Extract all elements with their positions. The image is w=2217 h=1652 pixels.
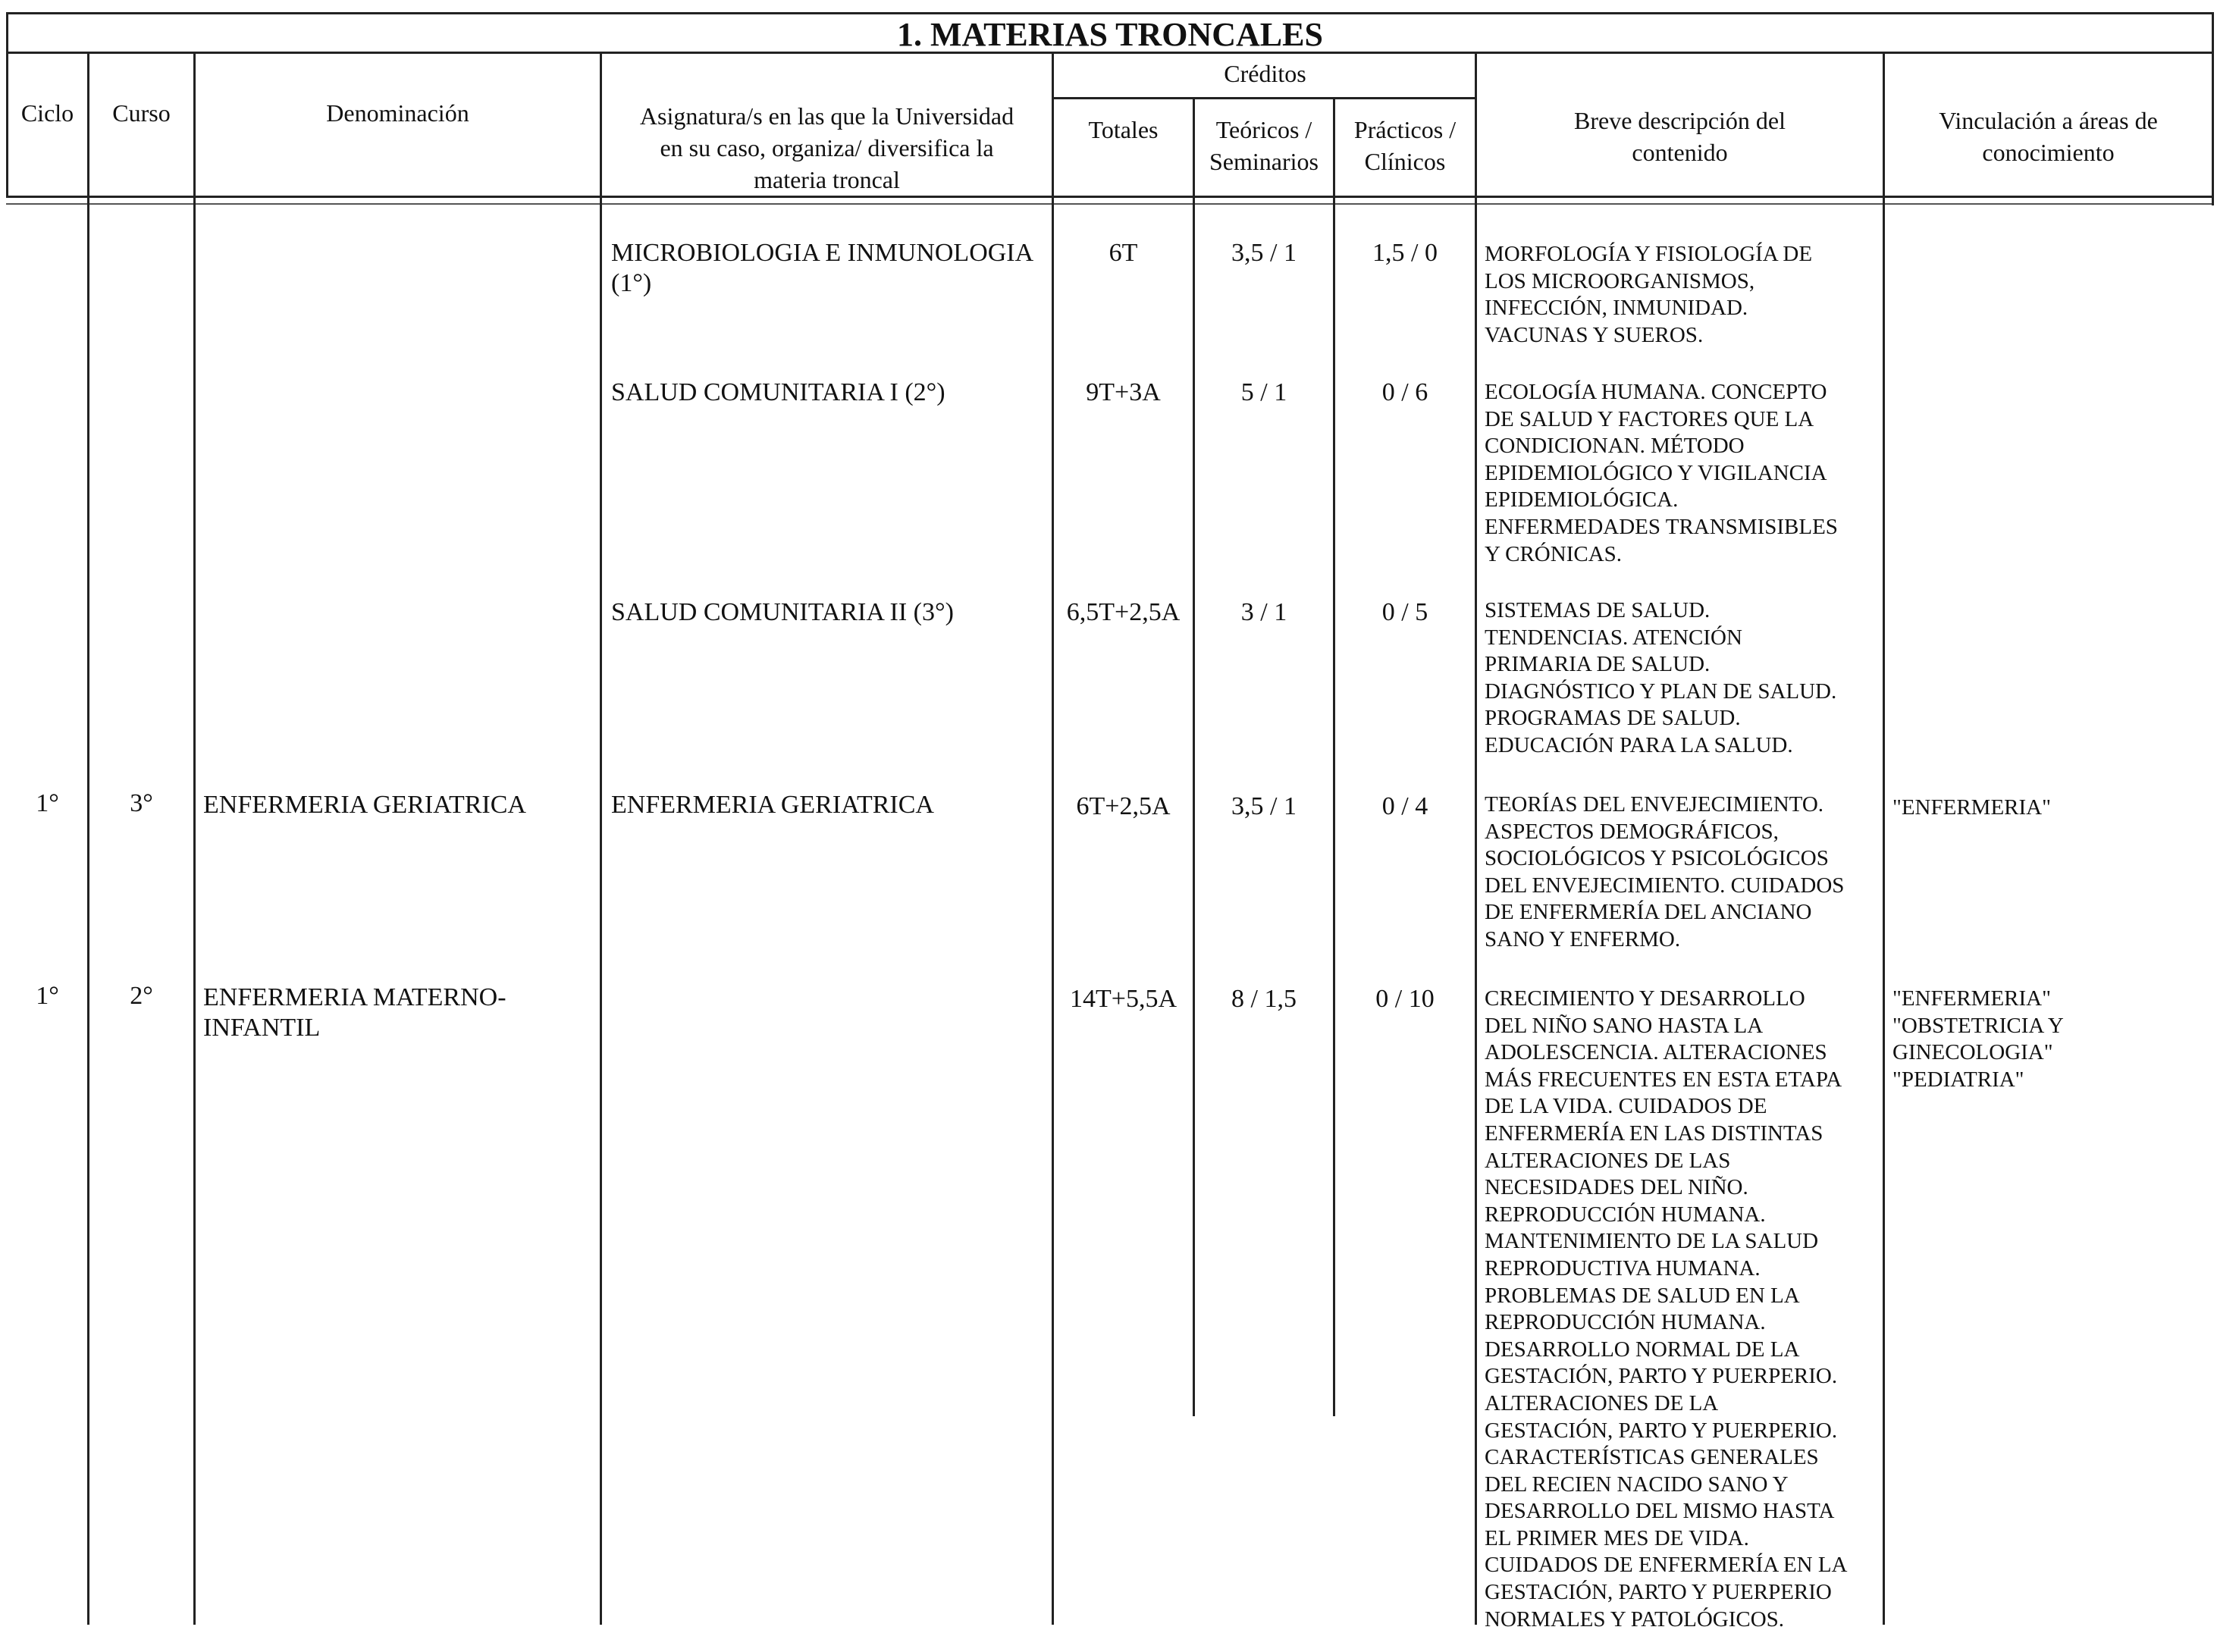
rule-teoricos-practicos [1333,97,1335,1416]
row-descripcion-line: MORFOLOGÍA Y FISIOLOGÍA DE [1485,242,1813,266]
row-asignatura-line: MICROBIOLOGIA E INMUNOLOGIA [611,239,1034,267]
row-descripcion-line: DEL RECIEN NACIDO SANO Y [1485,1472,1789,1497]
header-asignatura [602,100,1052,196]
header-practicos-line-1: Prácticos / [1353,116,1457,143]
row-descripcion-line: EL PRIMER MES DE VIDA. [1485,1525,1749,1550]
row-descripcion-line: CRECIMIENTO Y DESARROLLO [1485,986,1805,1011]
row-descripcion-line: ASPECTOS DEMOGRÁFICOS, [1485,819,1779,844]
row-descripcion-line: TENDENCIAS. ATENCIÓN [1485,625,1742,650]
row-descripcion-line: REPRODUCCIÓN HUMANA. [1485,1310,1766,1335]
row-vinculacion-line: GINECOLOGIA" [1892,1040,2053,1065]
row-descripcion-line: DEL ENVEJECIMIENTO. CUIDADOS [1485,873,1845,898]
row-descripcion-line: ALTERACIONES DE LA [1485,1390,1719,1415]
header-descripcion [1477,105,1883,168]
row-descripcion-line: EPIDEMIOLÓGICO Y VIGILANCIA [1485,460,1827,485]
row-asignatura [611,378,945,408]
row-descripcion-line: ENFERMERÍA EN LAS DISTINTAS [1485,1121,1823,1146]
table-title: 1. MATERIAS TRONCALES [897,16,1323,53]
row-descripcion-line: CUIDADOS DE ENFERMERÍA EN LA [1485,1553,1848,1578]
row-denominacion [203,790,526,820]
row-descripcion-line: CONDICIONAN. MÉTODO [1485,434,1745,459]
header-vinculacion [1885,105,2212,168]
header-creditos: Créditos [1224,60,1306,87]
row-descripcion-line: ECOLOGÍA HUMANA. CONCEPTO [1485,380,1827,404]
row-vinculacion-line: "OBSTETRICIA Y [1892,1013,2064,1038]
row-asignatura-line: SALUD COMUNITARIA I (2°) [611,378,945,406]
header-asignatura-line-1: Asignatura/s en las que la Universidad [639,102,1014,130]
row-totales: 9T+3A [1086,378,1161,406]
header-asignatura-line-3: materia troncal [754,166,900,193]
row-descripcion-line: DE SALUD Y FACTORES QUE LA [1485,406,1814,431]
row-vinculacion [1892,795,2051,822]
row-descripcion-line: ENFERMEDADES TRANSMISIBLES [1485,514,1838,539]
row-asignatura [611,597,954,628]
row-asignatura [611,790,934,820]
rule-denominacion-asignatura [600,52,602,1625]
row-practicos: 0 / 4 [1381,792,1428,820]
row-descripcion-line: EPIDEMIOLÓGICA. [1485,487,1679,513]
row-asignatura [611,238,1033,299]
row-denominacion-line: ENFERMERIA GERIATRICA [203,791,526,819]
row-denominacion-line: INFANTIL [203,1014,321,1042]
row-curso: 3° [130,789,153,817]
row-ciclo: 1° [36,982,59,1010]
row-descripcion-line: GESTACIÓN, PARTO Y PUERPERIO. [1485,1364,1838,1389]
row-totales: 6T [1108,239,1138,267]
row-asignatura-line: SALUD COMUNITARIA II (3°) [611,598,954,626]
row-descripcion-line: DESARROLLO NORMAL DE LA [1485,1337,1800,1362]
row-descripcion-line: REPRODUCTIVA HUMANA. [1485,1255,1761,1281]
row-descripcion [1485,792,1844,954]
row-descripcion-line: NORMALES Y PATOLÓGICOS. [1485,1607,1785,1632]
header-denominacion: Denominación [326,99,469,127]
row-totales: 6,5T+2,5A [1066,598,1181,626]
header-teoricos-line-1: Teóricos / [1215,116,1312,143]
header-vinculacion-line-2: conocimiento [1982,139,2115,166]
row-descripcion-line: PRIMARIA DE SALUD. [1485,652,1711,677]
row-descripcion-line: ADOLESCENCIA. ALTERACIONES [1485,1040,1827,1065]
header-descripcion-line-1: Breve descripción del [1574,107,1786,134]
header-curso: Curso [112,99,171,127]
header-vinculacion-line-1: Vinculación a áreas de [1939,107,2158,134]
header-teoricos [1195,114,1333,177]
row-descripcion-line: VACUNAS Y SUEROS. [1485,322,1704,347]
row-descripcion [1485,241,1812,349]
row-descripcion-line: GESTACIÓN, PARTO Y PUERPERIO [1485,1580,1832,1605]
row-descripcion-line: LOS MICROORGANISMOS, [1485,268,1755,293]
row-descripcion-line: Y CRÓNICAS. [1485,541,1623,566]
row-descripcion-line: DEL NIÑO SANO HASTA LA [1485,1013,1764,1038]
header-totales: Totales [1088,116,1159,143]
row-vinculacion [1892,986,2064,1093]
rule-curso-denominacion [193,52,196,1625]
row-teoricos: 3,5 / 1 [1231,792,1297,820]
header-practicos-line-2: Clínicos [1364,148,1446,175]
header-ciclo: Ciclo [20,99,74,127]
row-descripcion [1485,379,1838,568]
header-practicos [1335,114,1475,177]
row-descripcion-line: SOCIOLÓGICOS Y PSICOLÓGICOS [1485,846,1829,871]
row-practicos: 0 / 5 [1381,598,1428,626]
row-practicos: 0 / 10 [1375,985,1435,1013]
row-asignatura-line: ENFERMERIA GERIATRICA [611,791,934,819]
header-descripcion-line-2: contenido [1632,139,1728,166]
header-teoricos-line-2: Seminarios [1209,148,1319,175]
row-descripcion-line: CARACTERÍSTICAS GENERALES [1485,1445,1819,1470]
row-descripcion-line: SANO Y ENFERMO. [1485,926,1681,951]
row-denominacion-line: ENFERMERIA MATERNO- [203,983,506,1011]
row-descripcion-line: PROBLEMAS DE SALUD EN LA [1485,1283,1800,1308]
row-vinculacion-line: "ENFERMERIA" [1892,795,2051,820]
rule-top [6,12,2214,14]
row-descripcion-line: REPRODUCCIÓN HUMANA. [1485,1202,1766,1227]
rule-ciclo-curso [87,52,89,1625]
row-teoricos: 3 / 1 [1240,598,1287,626]
rule-asignatura-totales [1052,52,1054,1625]
rule-creditos-bottom [1052,97,1476,99]
rule-descripcion-vinculacion [1883,52,1885,1625]
row-descripcion-line: SISTEMAS DE SALUD. [1485,598,1711,622]
row-denominacion [203,983,506,1043]
row-curso: 2° [130,982,153,1010]
row-descripcion [1485,986,1848,1633]
rule-totales-teoricos [1193,97,1195,1416]
row-descripcion-line: EDUCACIÓN PARA LA SALUD. [1485,732,1793,757]
row-ciclo: 1° [36,789,59,817]
row-descripcion-line: GESTACIÓN, PARTO Y PUERPERIO. [1485,1418,1838,1443]
row-descripcion-line: TEORÍAS DEL ENVEJECIMIENTO. [1485,792,1824,817]
row-teoricos: 8 / 1,5 [1231,985,1297,1013]
row-descripcion [1485,597,1836,760]
row-practicos: 1,5 / 0 [1372,239,1438,267]
row-descripcion-line: PROGRAMAS DE SALUD. [1485,706,1741,731]
row-totales: 6T+2,5A [1076,792,1171,820]
row-vinculacion-line: "PEDIATRIA" [1892,1067,2024,1092]
row-descripcion-line: DE LA VIDA. CUIDADOS DE [1485,1094,1767,1119]
row-descripcion-line: NECESIDADES DEL NIÑO. [1485,1175,1748,1200]
rule-practicos-descripcion [1475,52,1477,1625]
row-practicos: 0 / 6 [1381,378,1428,406]
row-asignatura-line: (1°) [611,269,652,297]
header-asignatura-line-2: en su caso, organiza/ diversifica la [660,134,994,161]
row-descripcion-line: INFECCIÓN, INMUNIDAD. [1485,296,1748,321]
row-teoricos: 3,5 / 1 [1231,239,1297,267]
row-vinculacion-line: "ENFERMERIA" [1892,986,2051,1011]
row-descripcion-line: DIAGNÓSTICO Y PLAN DE SALUD. [1485,679,1837,704]
row-descripcion-line: ALTERACIONES DE LAS [1485,1148,1731,1173]
row-teoricos: 5 / 1 [1240,378,1287,406]
row-totales: 14T+5,5A [1070,985,1177,1013]
row-descripcion-line: DE ENFERMERÍA DEL ANCIANO [1485,900,1812,925]
row-descripcion-line: MÁS FRECUENTES EN ESTA ETAPA [1485,1067,1842,1092]
row-descripcion-line: MANTENIMIENTO DE LA SALUD [1485,1229,1819,1254]
row-descripcion-line: DESARROLLO DEL MISMO HASTA [1485,1499,1835,1524]
